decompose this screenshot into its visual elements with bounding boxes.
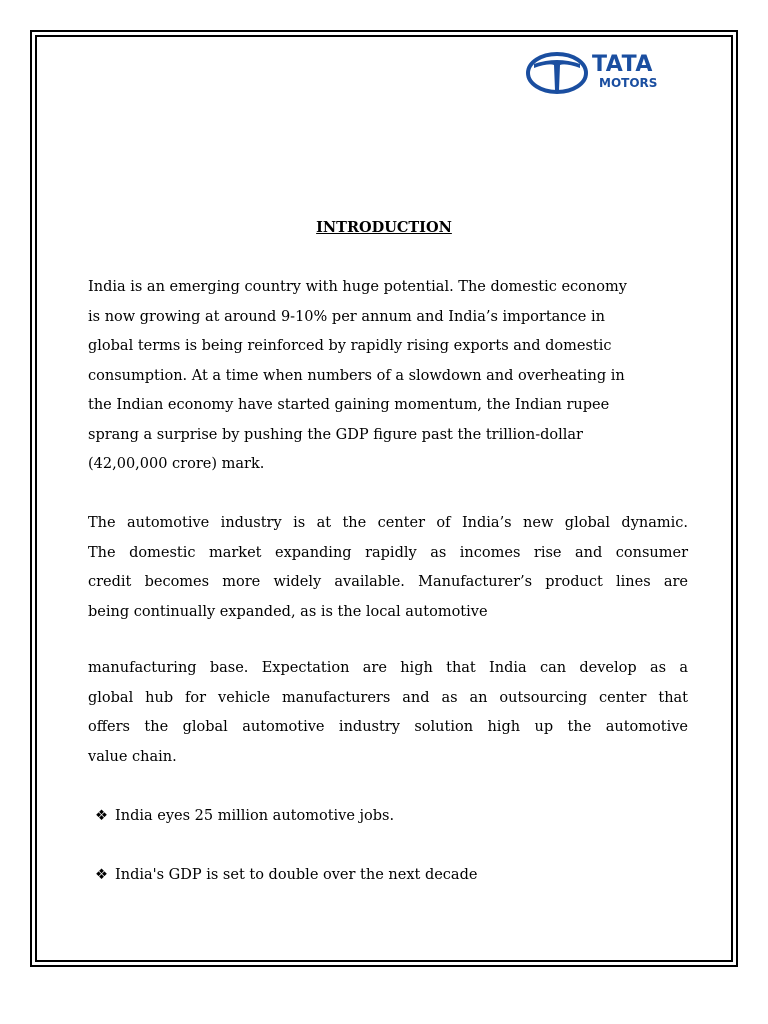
tata-motors-logo bbox=[526, 52, 666, 94]
logo-sub-text: MOTORS bbox=[599, 76, 658, 90]
paragraph-line: manufacturing base. Expectation are high that India can develop as a bbox=[88, 660, 688, 676]
bullet-item bbox=[95, 865, 477, 885]
logo-brand-text: TATA bbox=[592, 52, 653, 77]
paragraph-line: the Indian economy have started gaining momentum, the Indian rupee bbox=[88, 397, 610, 413]
bullet-item bbox=[95, 806, 394, 826]
paragraph-line: being continually expanded, as is the local automotive bbox=[88, 603, 488, 620]
paragraph-line: global terms is being reinforced by rapidly rising exports and domestic bbox=[88, 338, 612, 354]
paragraph-2 bbox=[88, 509, 688, 627]
paragraph-line: The domestic market expanding rapidly as incomes rise and consumer bbox=[88, 544, 688, 561]
paragraph-line: offers the global automotive industry solution high up the automotive bbox=[88, 719, 688, 735]
tata-emblem-icon bbox=[526, 52, 588, 94]
paragraph-line: value chain. bbox=[88, 748, 177, 765]
paragraph-line: global hub for vehicle manufacturers and as an outsourcing center that bbox=[88, 689, 688, 706]
paragraph-3 bbox=[88, 654, 688, 772]
diamond-bullet-icon: ❖ bbox=[95, 867, 108, 883]
paragraph-line: (42,00,000 crore) mark. bbox=[88, 456, 265, 472]
paragraph-line: The automotive industry is at the center of India’s new global dynamic. bbox=[88, 515, 688, 531]
paragraph-line: is now growing at around 9-10% per annum and India’s importance in bbox=[88, 308, 605, 325]
paragraph-line: sprang a surprise by pushing the GDP figure past the trillion-dollar bbox=[88, 426, 583, 443]
page-heading: INTRODUCTION bbox=[316, 219, 452, 236]
bullet-text: India's GDP is set to double over the next decade bbox=[115, 867, 478, 883]
paragraph-1 bbox=[88, 273, 688, 480]
paragraph-line: consumption. At a time when numbers of a slowdown and overheating in bbox=[88, 367, 625, 384]
paragraph-line: credit becomes more widely available. Manufacturer’s product lines are bbox=[88, 574, 688, 590]
diamond-bullet-icon: ❖ bbox=[95, 808, 108, 824]
bullet-text: India eyes 25 million automotive jobs. bbox=[115, 808, 395, 824]
paragraph-line: India is an emerging country with huge potential. The domestic economy bbox=[88, 279, 627, 295]
